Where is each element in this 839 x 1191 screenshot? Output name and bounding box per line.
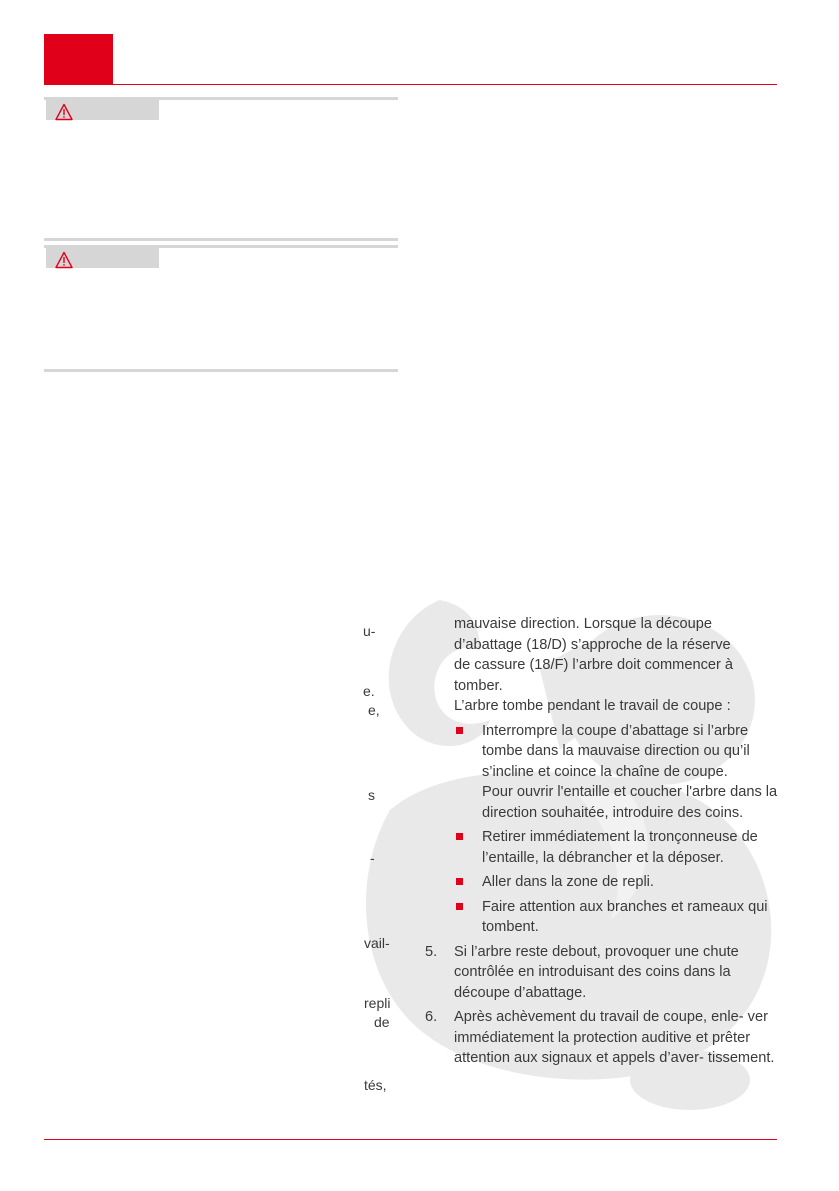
warning-triangle-icon [55, 103, 73, 121]
step-number: 6. [425, 1009, 438, 1025]
bullet-item [454, 721, 784, 824]
text-fragment: u- [363, 623, 376, 639]
red-square-bullet-icon [456, 833, 463, 840]
text-fragment: s [368, 787, 375, 803]
bullet-text: Aller dans la zone de repli. [482, 874, 654, 890]
instruction-column [425, 614, 784, 1069]
subheading: L’arbre tombe pendant le travail de coupe : [454, 698, 731, 714]
header-rule [44, 84, 777, 85]
intro-line: tomber. [454, 677, 503, 694]
bullet-text: Interrompre la coupe d’abattage si l’arbre tombe dans la mauvaise direction ou qu’il s’incline et coince la chaîne de coupe. [482, 722, 750, 780]
warning-box-bottom-rule [44, 238, 398, 241]
text-fragment: - [370, 850, 375, 866]
intro-line: d’abattage (18/D) s’approche de la réserve [454, 636, 731, 653]
text-fragment: de [374, 1014, 390, 1030]
bullet-text: Retirer immédiatement la tronçonneuse de l’entaille, la débrancher et la déposer. [482, 829, 758, 866]
intro-line: mauvaise direction. Lorsque la découpe [454, 616, 712, 632]
numbered-step [425, 942, 784, 1004]
chapter-color-block [44, 34, 113, 85]
warning-label-bar [46, 100, 159, 120]
intro-line: de cassure (18/F) l’arbre doit commencer à [454, 657, 734, 673]
bullet-item [454, 897, 784, 938]
bullet-item [454, 827, 784, 868]
numbered-step [425, 1007, 784, 1069]
text-fragment: e. [363, 683, 375, 699]
red-square-bullet-icon [456, 727, 463, 734]
text-fragment: tés, [364, 1077, 387, 1093]
text-fragment: repli [364, 995, 391, 1011]
footer-rule [44, 1139, 777, 1140]
red-square-bullet-icon [456, 903, 463, 910]
warning-triangle-icon [55, 251, 73, 269]
bullet-item [454, 872, 784, 893]
step-text: Après achèvement du travail de coupe, enle- ver immédiatement la protection auditive et prêter attention aux signaux et appels d’aver- tissement. [454, 1009, 775, 1066]
bullet-text: Pour ouvrir l'entaille et coucher l'arbre dans la direction souhaitée, introduire des coins. [482, 784, 778, 821]
red-square-bullet-icon [456, 878, 463, 885]
warning-label-bar [46, 248, 159, 268]
step-number: 5. [425, 943, 438, 960]
warning-box-bottom-rule [44, 369, 398, 372]
text-fragment: vail- [364, 935, 390, 951]
text-fragment: e, [368, 702, 380, 718]
step-text: Si l’arbre reste debout, provoquer une chute contrôlée en introduisant des coins dans la découpe d’abattage. [454, 943, 739, 1001]
bullet-text: Faire attention aux branches et rameaux qui tombent. [482, 898, 768, 935]
